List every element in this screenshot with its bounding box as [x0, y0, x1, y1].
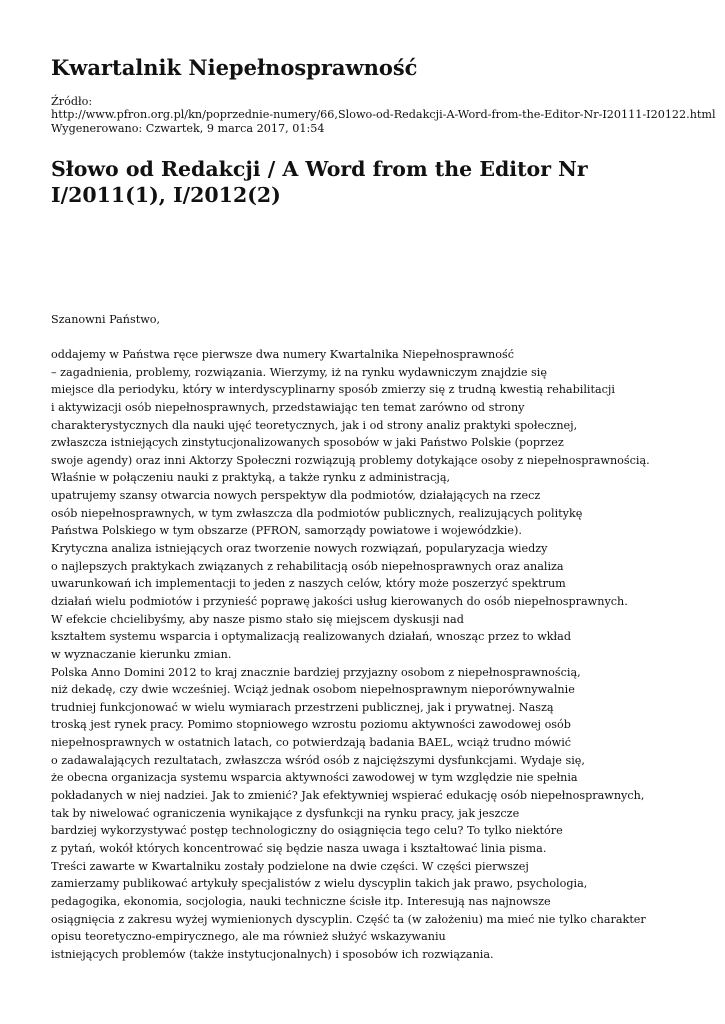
body-line: swoje agendy) oraz inni Aktorzy Społeczni rozwiązują problemy dotykające osoby z niepełnosprawnością.	[51, 453, 650, 467]
body-line: – zagadnienia, problemy, rozwiązania. Wierzymy, iż na rynku wydawniczym znajdzie się	[51, 365, 547, 379]
body-line: niepełnosprawnych w ostatnich latach, co potwierdzają badania BAEL, wciąż trudno mówić	[51, 736, 572, 750]
body-line: istniejących problemów (także instytucjonalnych) i sposobów ich rozwiązania.	[51, 947, 494, 961]
body-line: o zadawalających rezultatach, zwłaszcza wśród osób z najcięższymi dysfunkcjami. Wydaje się,	[51, 753, 585, 767]
body-line: i aktywizacji osób niepełnosprawnych, przedstawiając ten temat zarówno od strony	[51, 400, 525, 414]
greeting: Szanowni Państwo,	[51, 313, 161, 326]
body-line: Właśnie w połączeniu nauki z praktyką, a także rynku z administracją,	[51, 471, 451, 485]
body-line: osób niepełnosprawnych, w tym zwłaszcza dla podmiotów publicznych, realizujących politykę	[51, 506, 583, 520]
body-line: niż dekadę, czy dwie wcześniej. Wciąż jednak osobom niepełnosprawnym nieporównywalnie	[51, 683, 575, 697]
body-line: pokładanych w niej nadziei. Jak to zmienić? Jak efektywniej wspierać edukację osób niepełnosprawnych,	[51, 789, 645, 803]
body-line: oddajemy w Państwa ręce pierwsze dwa numery Kwartalnika Niepełnosprawność	[51, 348, 514, 361]
body-line: o najlepszych praktykach związanych z rehabilitacją osób niepełnosprawnych oraz analiza	[51, 559, 564, 573]
body-line: tak by niwelować ograniczenia wynikające z dysfunkcji na rynku pracy, jak jeszcze	[51, 806, 520, 820]
body-line: z pytań, wokół których koncentrować się będzie nasza uwaga i kształtować linia pisma.	[51, 841, 547, 855]
body-line: Polska Anno Domini 2012 to kraj znacznie bardziej przyjazny osobom z niepełnosprawnością,	[51, 665, 581, 679]
body-line: kształtem systemu wsparcia i optymalizacją realizowanych działań, wnosząc przez to wkład	[51, 630, 572, 644]
site-title: Kwartalnik Niepełnosprawność	[51, 55, 418, 80]
body-line: upatrujemy szansy otwarcia nowych perspektyw dla podmiotów, działających na rzecz	[51, 489, 541, 503]
body-line: działań wielu podmiotów i przynieść poprawę jakości usług kierowanych do osób niepełnosprawnych.	[51, 594, 628, 608]
body-line: zamierzamy publikować artykuły specjalistów z wielu dyscyplin takich jak prawo, psychologia,	[51, 877, 588, 891]
body-line: charakterystycznych dla nauki ujęć teoretycznych, jak i od strony analiz praktyki społecznej,	[51, 418, 578, 432]
document-meta	[51, 95, 716, 135]
body-line: miejsce dla periodyku, który w interdyscyplinarny sposób zmierzy się z trudną kwestią rehabilitacji	[51, 383, 615, 397]
generated-date: Wygenerowano: Czwartek, 9 marca 2017, 01:54	[51, 121, 325, 135]
body-line: bardziej wykorzystywać postęp technologiczny do osiągnięcia tego celu? To tylko niektóre	[51, 824, 563, 838]
body-line: Krytyczna analiza istniejących oraz tworzenie nowych rozwiązań, popularyzacja wiedzy	[51, 542, 548, 556]
body-line: troską jest rynek pracy. Pomimo stopniowego wzrostu poziomu aktywności zawodowej osób	[51, 718, 571, 732]
body-line: trudniej funkcjonować w wielu wymiarach przestrzeni publicznej, jak i prywatnej. Naszą	[51, 700, 554, 714]
body-line: w wyznaczanie kierunku zmian.	[51, 647, 232, 661]
body-line: W efekcie chcielibyśmy, aby nasze pismo stało się miejscem dyskusji nad	[51, 612, 464, 626]
body-line: opisu teoretyczno-empirycznego, ale ma również służyć wskazywaniu	[51, 930, 446, 944]
body-line: że obecna organizacja systemu wsparcia aktywności zawodowej w tym względzie nie spełnia	[51, 771, 578, 785]
body-line: Treści zawarte w Kwartalniku zostały podzielone na dwie części. W części pierwszej	[51, 859, 529, 873]
source-url: http://www.pfron.org.pl/kn/poprzednie-numery/66,Slowo-od-Redakcji-A-Word-from-the-Editor-Nr-I20111-I20122.html	[51, 108, 716, 122]
source-label: Źródło:	[51, 95, 93, 108]
body-line: Państwa Polskiego w tym obszarze (PFRON, samorządy powiatowe i wojewódzkie).	[51, 524, 522, 538]
body-line: uwarunkowań ich implementacji to jeden z naszych celów, który może poszerzyć spektrum	[51, 577, 566, 591]
article-body	[51, 346, 650, 963]
body-line: pedagogika, ekonomia, socjologia, nauki techniczne ścisłe itp. Interesują nas najnowsze	[51, 894, 551, 908]
body-line: osiągnięcia z zakresu wyżej wymienionych dyscyplin. Część ta (w założeniu) ma mieć nie tylko charakter	[51, 912, 646, 926]
article-title: Słowo od Redakcji / A Word from the Editor Nr I/2011(1), I/2012(2)	[51, 157, 588, 207]
body-line: zwłaszcza istniejących zinstytucjonalizowanych sposobów w jaki Państwo Polskie (poprzez	[51, 436, 564, 450]
